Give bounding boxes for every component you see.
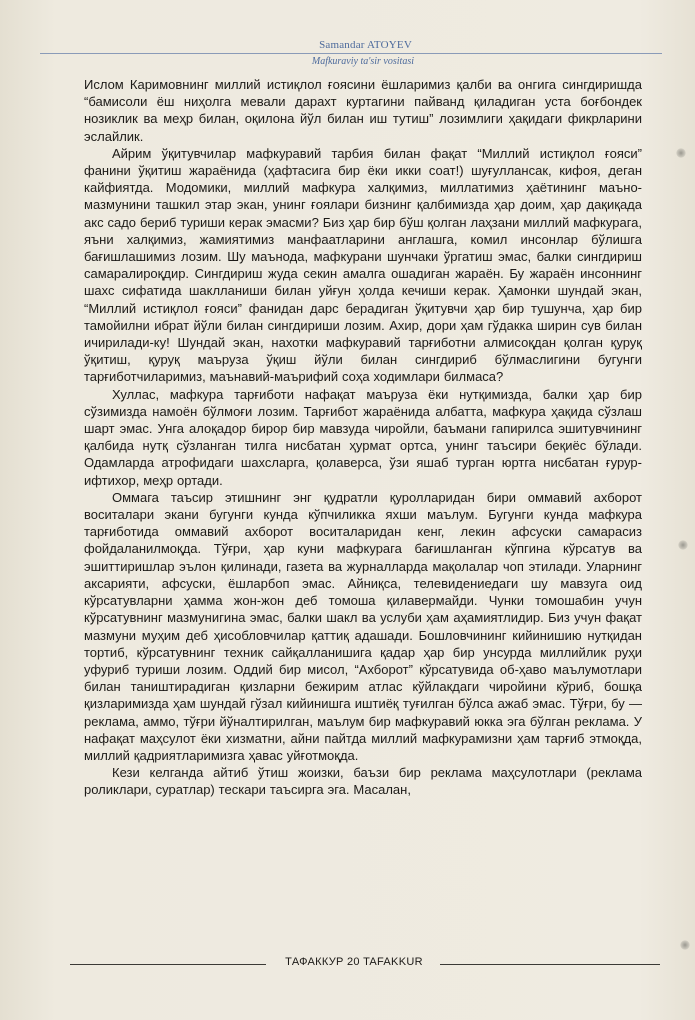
paragraph: Кези келганда айтиб ўтиш жоизки, баъзи бир реклама маҳсулотлари (реклама роликлари, суратлар) тескари таъсирга эга. Масалан, bbox=[84, 765, 642, 798]
footer-rule-right bbox=[440, 964, 660, 965]
paragraph: Хуллас, мафкура тарғиботи нафақат маъруза ёки нутқимизда, балки ҳар бир сўзимизда намоён бўлмоғи лозим. Тарғибот жараёнида албатта, мафкура ҳақида сўзлаш шарт эмас. Унга алоқадор бирор бир мавзуда чиройли, баъмани гапирилса эшитувчининг қалбида нутқ сўзланган тилга нисбатан ҳурмат ортса, унинг таъсири беқиёс бўлади. Одамларда атрофидаги шахсларга, қолаверса, ўзи яшаб турган юртга нисбатан ғурур-ифтихор, меҳр ортади. bbox=[84, 386, 642, 488]
header-author: Samandar ATOYEV bbox=[319, 39, 412, 51]
footer-rule-left bbox=[70, 964, 266, 965]
punch-hole bbox=[678, 540, 688, 550]
article-body bbox=[84, 76, 642, 799]
running-header bbox=[40, 36, 662, 70]
punch-hole bbox=[680, 940, 690, 950]
header-rule bbox=[40, 53, 662, 54]
paragraph: Ислом Каримовнинг миллий истиқлол ғоясини ёшларимиз қалби ва онгига сингдиришда “бамисоли ёш ниҳолга мевали дарахт куртагини пайванд қиладиган уста боғбондек нозиклик ва меҳр билан, оқилона йўл билан иш тутиш” лозимлиги ҳақидаги фикрларини эслайлик. bbox=[84, 77, 642, 144]
paragraph: Айрим ўқитувчилар мафкуравий тарбия билан фақат “Миллий истиқлол ғояси” фанини ўқитиш жараёнида (ҳафтасига бир ёки икки соат!) шуғуллансак, кифоя, деган кайфиятда. Модомики, миллий мафкура халқимиз, миллатимиз ҳаётининг маъно-мазмунини ташкил этар экан, унинг ғоялари бизнинг қалбимизда ҳар доим, ҳар дақиқада акс садо бериб туриши керак эмасми? Биз ҳар бир бўш қолган лаҳзани миллий мафкурага, яъни халқимиз, жамиятимиз манфаатларини англашга, комил инсонлар бўлишга бағишлашимиз лозим. Шу маънода, мафкурани шунчаки ўргатиш эмас, балки сингдириш самаралироқдир. Сингдириш жуда секин амалга ошадиган жараён. Бу жараён инсоннинг шахс сифатида шаклланиши билан уйғун ҳолда кечиши керак. Ҳамонки шундай экан, “Миллий истиқлол ғояси” фанидан дарс берадиган ўқитувчи ҳар бир тушунча, ҳар бир тамойилни ибрат йўли билан сингдириши лозим. Ахир, дори ҳам гўдакка ширин сув билан ичирилади-ку! Шундай экан, нахотки мафкуравий тарғиботни алмисоқдан қолган қуруқ ўқитиш, қуруқ маърузa ўқиш йўли билан сингдириб бўлмаслигини бугунги тарғиботчиларимиз, маънавий-маърифий соҳа ходимлари билмаса? bbox=[84, 145, 642, 385]
page-footer bbox=[70, 953, 660, 973]
punch-hole bbox=[676, 148, 686, 158]
footer-page-label: ТАФАККУР 20 TAFAKKUR bbox=[285, 956, 423, 968]
header-subtitle: Mafkuraviy ta'sir vositasi bbox=[311, 56, 414, 67]
paragraph: Оммага таъсир этишнинг энг қудратли қуролларидан бири оммавий ахборот воситалари экани бугунги кунда кўпчиликка яхши маълум. Бугунги кунда мафкура тарғиботида оммавий ахборот воситаларидан кенг, лекин афсуски самарасиз фойдаланилмоқда. Тўғри, ҳар куни мафкурага бағишланган кўпгина кўрсатув ва эшиттиришлар эълон қилинади, газета ва журналларда мақолалар чоп этилади. Уларнинг аксарияти, афсуски, ёшларбоп эмас. Айниқса, телевидениедаги шу мавзуга оид кўрсатувларни ҳамма жон-жон деб томоша қилавермайди. Чунки томошабин учун кўрсатувнинг мазмунигина эмас, балки шакл ва услуби ҳам аҳамиятлидир. Биз учун фақат мазмуни муҳим деб ҳисобловчилар қаттиқ адашади. Бошловчининг кийинишию нутқидан тортиб, кўрсатувнинг техник сайқалланишига қадар ҳар бир унсурда миллийлик руҳи уфуриб туриши лозим. Оддий бир мисол, “Ахборот” кўрсатувида об-ҳаво маълумотлари билан таништирадиган қизларни бежирим атлас кўйлакдаги чиройини кўриб, бошқа қизларимизда ҳам шундай гўзал кийинишга иштиёқ туғилган бўлса ажаб эмас. Тўғри, бу — реклама, аммо, тўғри йўналтирилган, маълум бир мафкуравий юкка эга бўлган реклама. У нафақат маҳсулот ёки хизматни, айни пайтда миллий мафкурамизни ҳам тарғиб этмоқда, миллий қадриятларимизга ҳавас уйғотмоқда. bbox=[84, 489, 642, 763]
